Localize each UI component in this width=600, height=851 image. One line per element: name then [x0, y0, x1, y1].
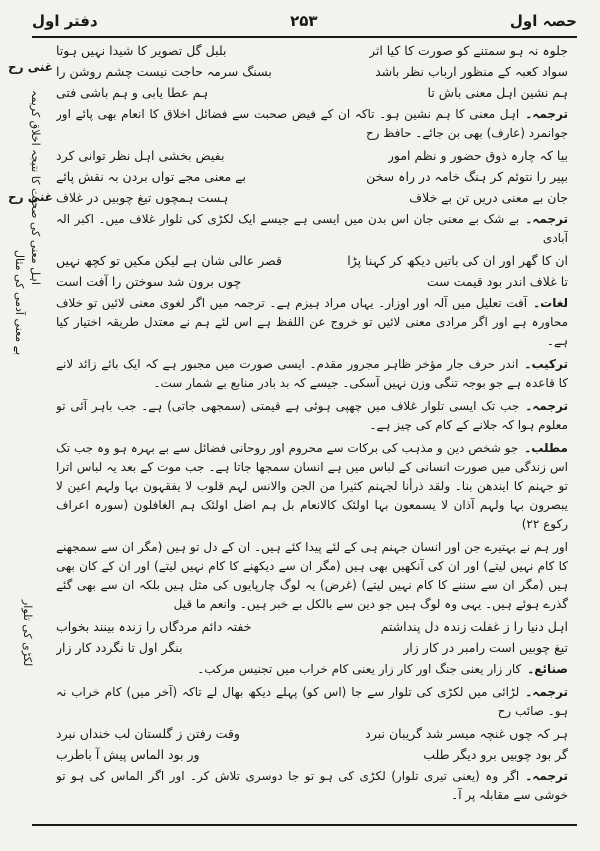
page-header: [32, 6, 577, 36]
header-right: حصہ اول: [509, 12, 577, 30]
prose-paragraph: [56, 105, 568, 143]
section-label: صنائع۔: [527, 662, 568, 676]
section-label: مطلب۔: [524, 441, 568, 455]
verse-first-half: ہم نشین اہل معنی باش تا: [427, 85, 568, 100]
verse-second-half: بے معنی مجے تواں بردن بہ نقش پائے: [56, 169, 246, 184]
prose-paragraph: [56, 355, 568, 393]
footer-rule: [32, 824, 577, 826]
couplet: [56, 63, 568, 80]
prose-paragraph: [56, 767, 568, 805]
attribution-ghani-2: غنی رح: [8, 190, 53, 204]
prose-text: اہل معنی کا ہم نشین ہو۔ تاکہ ان کے فیض صحبت سے فضائل اخلاق کا انعام بھی پائے اور جوانمرد (عارف) بھی بن جائے۔ حافظ رح: [56, 107, 568, 140]
spacer: [56, 805, 568, 809]
section-label: لغات۔: [533, 296, 568, 310]
verse-first-half: بپیر را نتوئم کر ہنگ خامہ در راہ سخن: [366, 169, 568, 184]
prose-text: اندر حرف جار مؤخر ظاہر مجرور مقدم۔ ایسی صورت میں مجبور ہے کہ ایک بائے زائد لانے کا قاعدہ ہے جو بوجہ تنگی وزن نہیں آسکی۔ جیسے کہ بد بادر منابع بے شمار ست۔: [56, 357, 568, 390]
couplet: [56, 639, 568, 656]
section-label: ترجمہ۔: [525, 769, 568, 783]
prose-paragraph: [56, 294, 568, 351]
prose-text: اگر وہ (یعنی تیری تلوار) لکڑی کی ہو تو جا دوسری تلاش کر۔ اور اگر الماس کی ہو تو خوشی سے مقابلہ پر آ۔: [56, 769, 568, 802]
couplet: [56, 273, 568, 290]
prose-text: کار زار یعنی جنگ اور کار زار یعنی کام خراب میں تجنیس مرکب۔: [197, 662, 522, 676]
verse-second-half: چوں برون شد سوختن را آفت است: [56, 274, 242, 289]
prose-text: جو شخص دین و مذہب کی برکات سے محروم اور روحانی فضائل سے بے بہرہ ہو وہ جب تک اس زندگی میں صورت انسانی کے لباس میں ہے انسان سمجھا جاتا ہے۔ جب موت کے بعد یہ لباس اترا تو جہنم کا ایندھن بنا۔ ولقد ذرأنا لجہنم کثیرا من الجن والانس لہم قلوب لا یفقہون بہا ولہم اعین لا یبصرون بہا ولہم آذان لا یسمعون بہا اولئک کالانعام بل ہم اضل اولئک ہم الغافلون (سورہ اعراف رکوع ۲۲): [56, 441, 568, 531]
section-label: ترجمہ۔: [525, 399, 568, 413]
prose-text: اور ہم نے بہتیرے جن اور انسان جہنم ہی کے لئے پیدا کئے ہیں۔ ان کے دل تو ہیں (مگر ان سے سمجھنے کا کام نہیں لیتے) اور ان کی آنکھیں بھی ہیں (مگر ان سے دیکھنے کا کام نہیں لیتے) اور ان کے کان بھی ہیں (مگر ان سے سننے کا کام نہیں لیتے) (غرض) یہ لوگ چارپایوں کی مثل ہیں بلکہ ان سے بھی گئے گذرے ہوئے ہیں۔ یہی وہ لوگ ہیں جو دین سے بالکل بے خبر ہیں۔ وانعم ما قیل: [56, 540, 568, 611]
prose-paragraph: [56, 660, 568, 679]
verse-second-half: بلبل گل تصویر کا شیدا نہیں ہوتا: [56, 43, 227, 58]
verse-first-half: بیا کہ چارہ ذوق حضور و نظم امور: [387, 148, 568, 163]
attribution-ghani-1: غنی رح: [8, 60, 53, 74]
verse-second-half: ور بود الماس پیش آ باطرب: [56, 747, 200, 762]
verse-second-half: ہم عطا یابی و ہم باشی فتی: [56, 85, 209, 100]
verse-second-half: خفتہ دائم مردگاں را زندہ بینند بخواب: [56, 619, 252, 634]
verse-first-half: تا غلاف اندر بود قیمت ست: [426, 274, 568, 289]
section-label: ترکیب۔: [524, 357, 568, 371]
verse-first-half: گر بود چوبیں برو دیگر طلب: [423, 747, 568, 762]
prose-paragraph: [56, 210, 568, 248]
header-rule: [32, 36, 577, 38]
couplet: [56, 618, 568, 635]
verse-second-half: قصر عالی شان ہے لیکن مکیں تو کچھ نہیں: [56, 253, 282, 268]
page-number: ۲۵۳: [290, 12, 318, 30]
verse-second-half: بنگر اول تا نگردد کار زار: [56, 640, 183, 655]
section-label: ترجمہ۔: [525, 212, 568, 226]
verse-first-half: جان بے معنی دریں تن بے خلاف: [409, 190, 568, 205]
margin-note-1: اہل معنی کی صحبت کا نتیجہ اخلاق کریمہ: [29, 90, 42, 285]
prose-paragraph: [56, 439, 568, 534]
verse-first-half: جلوہ نہ ہو سمتنے کو صورت کا کیا اثر: [368, 43, 568, 58]
verse-first-half: اہل دنیا را ز غفلت زندہ دل پنداشتم: [380, 619, 568, 634]
prose-text: جب تک ایسی تلوار غلاف میں چھپی ہوئی ہے قیمتی (سمجھی جاتی) ہے۔ جب باہر آئی تو معلوم ہوا کہ جلانے کے کام کی چیز ہے۔: [56, 399, 568, 432]
verse-first-half: ان کا گھر اور ان کی باتیں دیکھ کر کہنا پڑا: [347, 253, 568, 268]
couplet: [56, 746, 568, 763]
verse-first-half: ہر کہ چوں غنچہ میسر شد گریبان نبرد: [365, 726, 568, 741]
verse-first-half: سواد کعبہ کے منظور ارباب نظر باشد: [375, 64, 568, 79]
margin-note-2: بے معنی آدمی کی مثال: [13, 250, 26, 356]
couplet: [56, 84, 568, 101]
verse-second-half: بفیض بخشی اہل نظر توانی کرد: [56, 148, 225, 163]
verse-second-half: وقت رفتن ز گلستان لب خنداں نبرد: [56, 726, 240, 741]
page-body: [56, 42, 568, 822]
couplet: [56, 189, 568, 206]
verse-second-half: ہست ہمچوں تیغ چوبیں در غلاف: [56, 190, 229, 205]
couplet: [56, 725, 568, 742]
couplet: [56, 147, 568, 164]
couplet: [56, 252, 568, 269]
prose-text: آفت تعلیل میں آلہ اور اوزار۔ یہاں مراد ہیزم ہے۔ ترجمہ میں اگر لغوی معنی لائیں تو خلاف محاورہ ہے اور اگر مرادی معنی لائیں تو خروج عن اللفظ ہے اس لئے ہم نے معتدل طریقہ اختیار کیا ہے۔: [56, 296, 568, 348]
verse-first-half: تیغ چوبیں است رامبر در کار زار: [403, 640, 568, 655]
couplet: [56, 42, 568, 59]
prose-text: بے شک بے معنی جان اس بدن میں ایسی ہے جیسے ایک لکڑی کی تلوار غلاف میں۔ اکبر الہ آبادی: [56, 212, 568, 245]
verse-second-half: بسنگ سرمہ حاجت نیست چشم روشن را: [56, 64, 272, 79]
section-label: ترجمہ۔: [525, 107, 568, 121]
margin-note-3: لکڑی کی تلوار: [21, 600, 34, 667]
prose-paragraph: [56, 683, 568, 721]
header-left: دفتر اول: [32, 12, 98, 30]
prose-text: لڑائی میں لکڑی کی تلوار سے جا (اس کو) پہلے دیکھ بھال لے تاکہ (آخر میں) کام خراب نہ ہو۔ صائب رح: [56, 685, 568, 718]
prose-paragraph: [56, 397, 568, 435]
couplet: [56, 168, 568, 185]
prose-paragraph: [56, 538, 568, 614]
section-label: ترجمہ۔: [525, 685, 568, 699]
